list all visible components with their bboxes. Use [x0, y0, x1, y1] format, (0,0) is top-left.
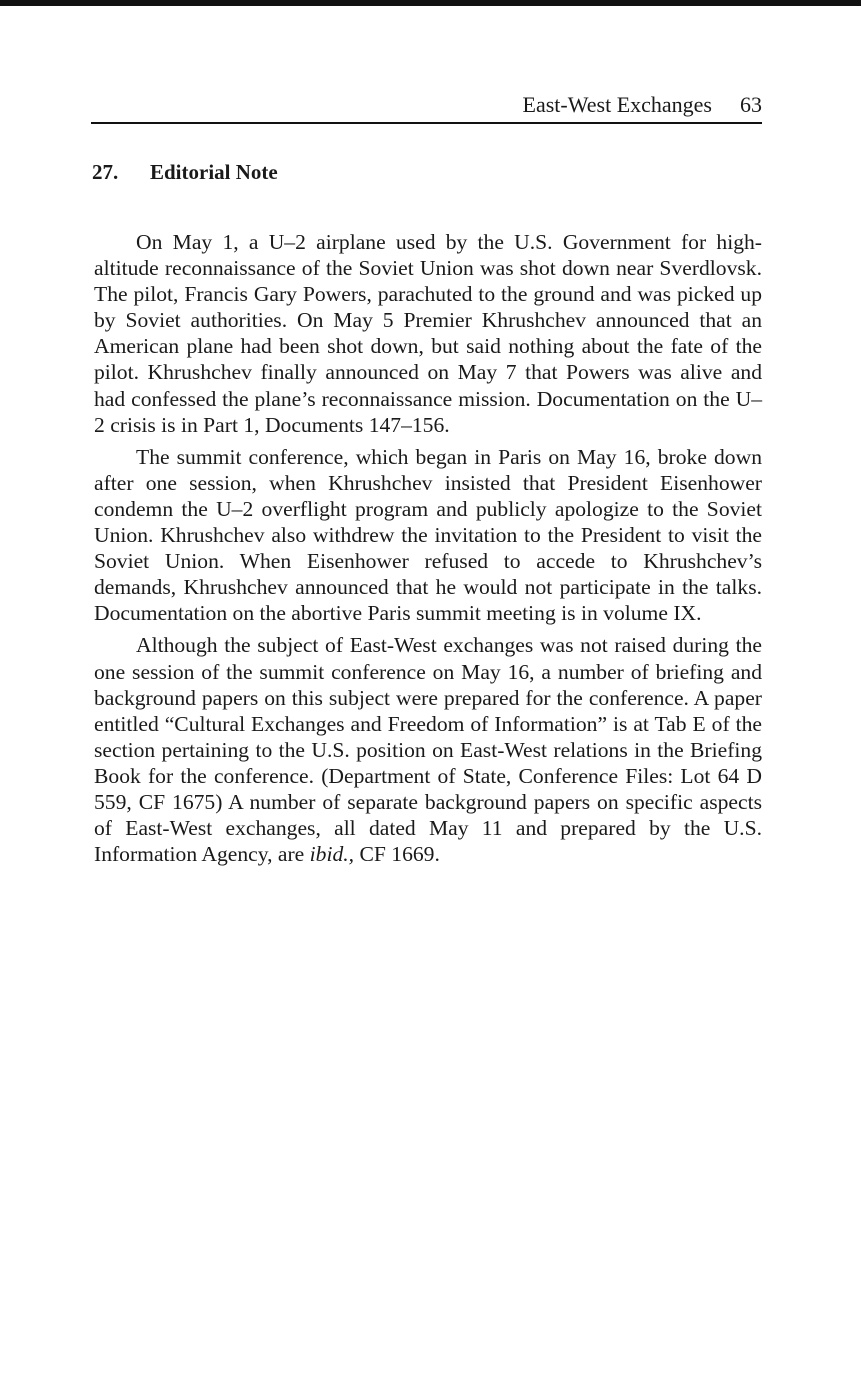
running-title: East-West Exchanges	[522, 92, 712, 117]
header-rule	[91, 122, 762, 124]
ibid-citation: ibid.,	[309, 842, 355, 867]
document-title: Editorial Note	[150, 160, 278, 184]
page-number: 63	[740, 92, 762, 117]
citation-file-number: CF 1669.	[359, 842, 440, 867]
document-heading	[92, 158, 278, 186]
editorial-note-body	[94, 229, 762, 873]
scan-edge-border	[0, 0, 861, 6]
paragraph-summit-collapse: The summit conference, which began in Paris on May 16, broke down after one session, when Khrushchev insisted that President Eisenhower condemn the U–2 overflight program and publicly apologize to the Soviet Union. Khrushchev also withdrew the invitation to the President to visit the Soviet Union. When Eisenhower refused to accede to Khrushchev’s demands, Khrushchev announced that he would not participate in the talks. Documentation on the abortive Paris summit meeting is in volume IX.	[94, 444, 762, 626]
paragraph-briefing-papers-text: Although the subject of East-West exchanges was not raised during the one session of the summit conference on May 16, a number of briefing and background papers on this subject were prepared for the conference. A paper entitled “Cultural Exchanges and Freedom of Information” is at Tab E of the section pertaining to the U.S. position on East-West relations in the Briefing Book for the conference. (Department of State, Conference Files: Lot 64 D 559, CF 1675) A number of separate background papers on specific aspects of East-West exchanges, all dated May 11 and prepared by the U.S. Information Agency, are	[94, 633, 762, 867]
paragraph-briefing-papers	[94, 632, 762, 867]
document-number: 27.	[92, 160, 119, 184]
running-head	[92, 92, 762, 122]
paragraph-u2-incident: On May 1, a U–2 airplane used by the U.S. Government for high-altitude reconnaissance of the Soviet Union was shot down near Sverdlovsk. The pilot, Francis Gary Powers, parachuted to the ground and was picked up by Soviet authorities. On May 5 Premier Khrushchev announced that an American plane had been shot down, but said nothing about the fate of the pilot. Khrushchev finally announced on May 7 that Powers was alive and had confessed the plane’s reconnaissance mission. Documentation on the U–2 crisis is in Part 1, Documents 147–156.	[94, 230, 762, 437]
